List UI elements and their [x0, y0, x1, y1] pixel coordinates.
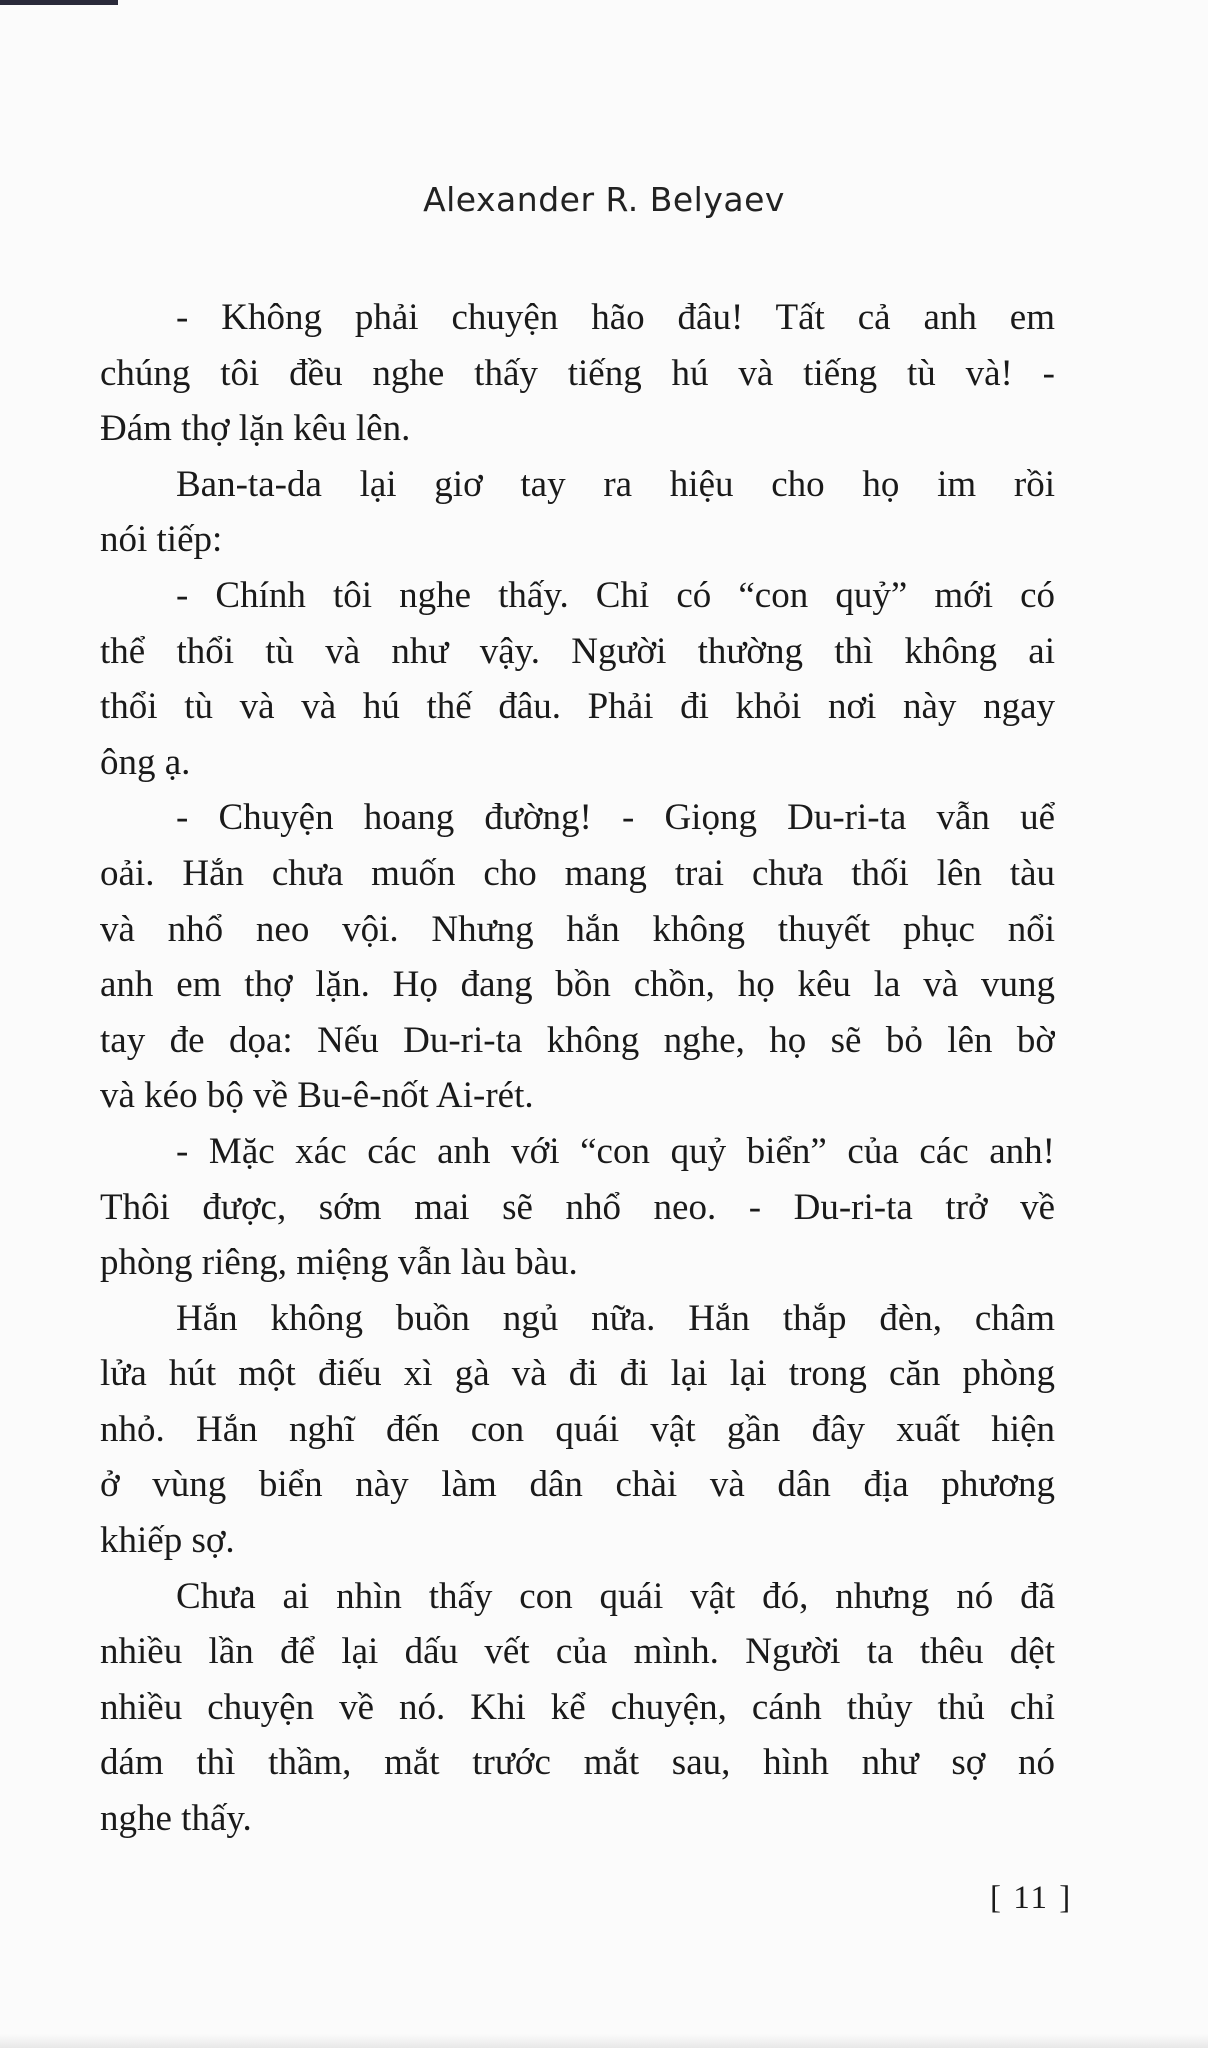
text-line: Thôi được, sớm mai sẽ nhổ neo. - Du-ri-ta trở về — [100, 1186, 1055, 1228]
text-line: chúng tôi đều nghe thấy tiếng hú và tiếng tù và! - — [100, 352, 1055, 394]
text-line: nói tiếp: — [100, 519, 223, 561]
text-line: Ban-ta-da lại giơ tay ra hiệu cho họ im rồi — [176, 463, 1055, 505]
text-line: tay đe dọa: Nếu Du-ri-ta không nghe, họ sẽ bỏ lên bờ — [100, 1019, 1055, 1061]
text-line: và nhổ neo vội. Nhưng hắn không thuyết phục nổi — [100, 908, 1055, 950]
text-line: Đám thợ lặn kêu lên. — [100, 408, 411, 450]
page-body-text — [100, 290, 1055, 1847]
text-line: - Chính tôi nghe thấy. Chỉ có “con quỷ” mới có — [176, 574, 1055, 616]
scan-bottom-edge — [0, 2034, 1208, 2048]
text-line: nghe thấy. — [100, 1798, 252, 1840]
page-number: [ 11 ] — [990, 1880, 1073, 1916]
text-line: ở vùng biển này làm dân chài và dân địa phương — [100, 1464, 1055, 1506]
text-line: Chưa ai nhìn thấy con quái vật đó, nhưng nó đã — [176, 1575, 1055, 1617]
text-line: - Chuyện hoang đường! - Giọng Du-ri-ta vẫn uể — [176, 797, 1055, 839]
text-line: anh em thợ lặn. Họ đang bồn chồn, họ kêu la và vung — [100, 964, 1055, 1006]
text-line: nhiều chuyện về nó. Khi kể chuyện, cánh thủy thủ chỉ — [100, 1686, 1055, 1728]
text-line: dám thì thầm, mắt trước mắt sau, hình như sợ nó — [100, 1742, 1055, 1784]
text-line: và kéo bộ về Bu-ê-nốt Ai-rét. — [100, 1075, 534, 1117]
text-line: - Mặc xác các anh với “con quỷ biển” của các anh! — [176, 1130, 1055, 1172]
running-header-author: Alexander R. Belyaev — [423, 180, 785, 219]
text-line: oải. Hắn chưa muốn cho mang trai chưa thối lên tàu — [100, 852, 1055, 894]
text-line: nhiều lần để lại dấu vết của mình. Người ta thêu dệt — [100, 1631, 1055, 1673]
text-line: phòng riêng, miệng vẫn làu bàu. — [100, 1242, 578, 1284]
text-line: ông ạ. — [100, 741, 191, 783]
text-line: lửa hút một điếu xì gà và đi đi lại lại trong căn phòng — [100, 1353, 1055, 1395]
text-line: Hắn không buồn ngủ nữa. Hắn thắp đèn, châm — [176, 1297, 1055, 1339]
text-line: thể thổi tù và như vậy. Người thường thì không ai — [100, 630, 1055, 672]
text-line: - Không phải chuyện hão đâu! Tất cả anh em — [176, 297, 1055, 338]
text-line: khiếp sợ. — [100, 1520, 235, 1562]
text-line: nhỏ. Hắn nghĩ đến con quái vật gần đây xuất hiện — [100, 1408, 1055, 1450]
scan-edge-mark — [0, 0, 118, 5]
text-line: thổi tù và và hú thế đâu. Phải đi khỏi nơi này ngay — [100, 686, 1055, 728]
